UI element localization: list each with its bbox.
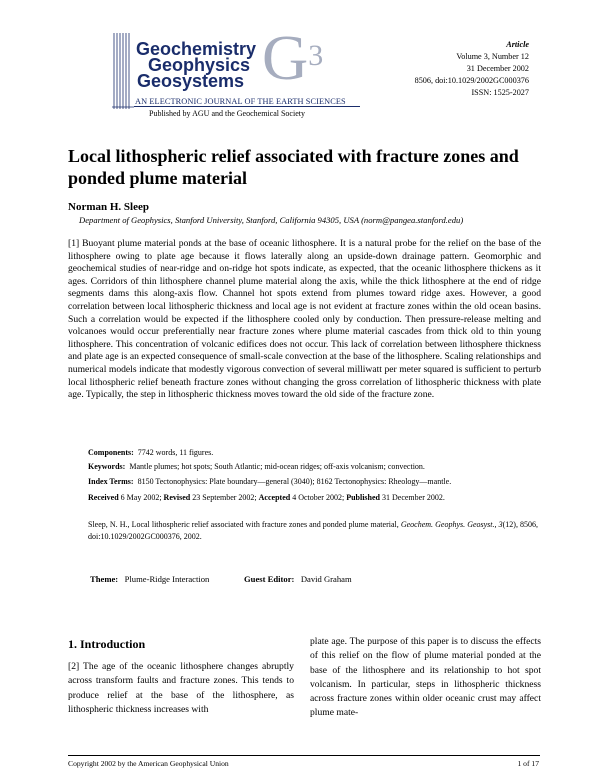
footer-rule xyxy=(68,755,540,756)
copyright-notice: Copyright 2002 by the American Geophysical Union xyxy=(68,759,229,768)
page-number: 1 of 17 xyxy=(517,759,539,768)
intro-column-1: [2] The age of the oceanic lithosphere changes abruptly across transform faults and fracture zones. This tends to produce relief at the base of the lithosphere, as lithospheric thickness increases with xyxy=(68,661,294,715)
issn: ISSN: 1525-2027 xyxy=(471,88,529,97)
author-affiliation: Department of Geophysics, Stanford University, Stanford, California 94305, USA (norm@pangea.stanford.edu) xyxy=(79,215,464,225)
keywords-line: Keywords: Mantle plumes; hot spots; South Atlantic; mid-ocean ridges; off-axis volcanism; convection. xyxy=(88,462,425,471)
section-heading-introduction: 1. Introduction xyxy=(68,637,146,651)
dates-line: Received 6 May 2002; Revised 23 September 2002; Accepted 4 October 2002; Published 31 December 2002. xyxy=(88,493,445,502)
abstract-text: Buoyant plume material ponds at the base of oceanic lithosphere. It is a natural probe for the relief on the base of the lithosphere owing to plate age because it flows laterally along an upside-down drainage pattern. Geomorphic and geochemical studies of near-ridge and on-ridge hot spots indicate, as expected, that the oceanic lithosphere thickens as it ages. Corridors of thin lithosphere channel plume material along the axis, while the thick lithosphere at the end of ridge segments dams this along-axis flow. Channel hot spots extend from plumes toward ridge axes. However, a good correlation between local lithospheric thickness and local age is not evident at fracture zones within the old ocean basins. Such a correlation would be expected if the lithosphere cooled only by conduction. Then pressure-release melting and volcanoes would occur preferentially near fracture zones where plume material cascades from thick old to thin young lithosphere. This concentration of volcanic edifices does not occur. This lack of correlation between lithosphere thickness and plate age is an expected consequence of small-scale convection at the base of the lithosphere. Scaling relationships and numerical models indicate that modestly vigorous convection of several milliwatt per meter squared is sufficient to perturb local lithospheric relief beneath fracture zones without changing the gross correlation of lithospheric thickness with plate age. Typically, the step in lithospheric thickness moves toward the old side of the fracture zone. xyxy=(68,238,541,401)
paragraph-marker: [2] xyxy=(68,661,80,672)
intro-column-2: plate age. The purpose of this paper is to discuss the effects of this relief on the flow of plume material ponded at the base of the lithosphere and its relationship to hot spot volcanism. In particular, steps in lithospheric thickness across fracture zones within older oceanic crust may affect plume mate- xyxy=(310,636,541,719)
author-name: Norman H. Sleep xyxy=(68,201,149,213)
abstract xyxy=(68,238,541,402)
doi: 8506, doi:10.1029/2002GC000376 xyxy=(414,76,529,85)
journal-name-line1: Geochemistry xyxy=(136,39,257,59)
header-rule xyxy=(134,106,360,107)
volume-number: Volume 3, Number 12 xyxy=(456,52,529,61)
journal-name-line3: Geosystems xyxy=(137,71,245,91)
article-type-label: Article xyxy=(506,40,529,49)
paragraph-marker: [1] xyxy=(68,238,80,249)
issue-date: 31 December 2002 xyxy=(466,64,529,73)
journal-tagline: AN ELECTRONIC JOURNAL OF THE EARTH SCIENCES xyxy=(135,97,346,106)
citation: Sleep, N. H., Local lithospheric relief associated with fracture zones and ponded plume material, Geochem. Geophys. Geosyst., 3(12), 8506, doi:10.1029/2002GC000376, 2002. xyxy=(88,520,539,541)
journal-name-line2: Geophysics xyxy=(148,55,251,75)
index-terms-line: Index Terms: 8150 Tectonophysics: Plate boundary—general (3040); 8162 Tectonophysics: Rheology—mantle. xyxy=(88,477,452,486)
theme-line: Theme: Plume-Ridge Interaction xyxy=(90,574,210,584)
g3-logo-mark: $G^3$ xyxy=(262,22,324,93)
paper-title: Local lithospheric relief associated with fracture zones and ponded plume material xyxy=(68,146,519,188)
journal-logo-lines xyxy=(112,33,134,113)
publisher-line: Published by AGU and the Geochemical Society xyxy=(149,109,305,118)
components-line: Components: 7742 words, 11 figures. xyxy=(88,448,214,457)
guest-editor-line: Guest Editor: David Graham xyxy=(244,574,352,584)
